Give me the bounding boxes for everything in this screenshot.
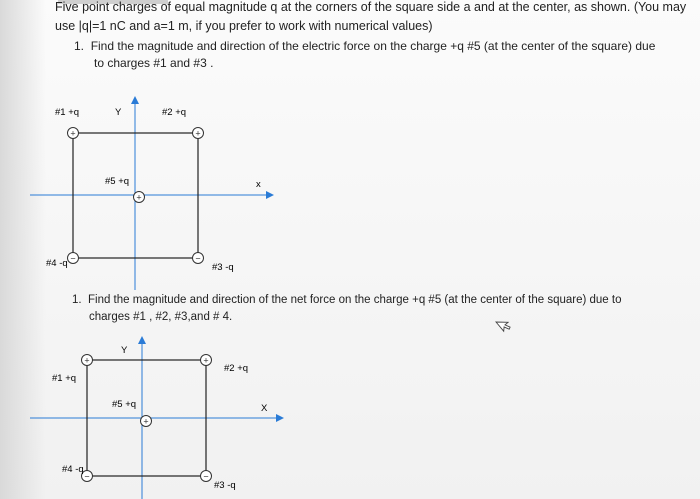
- svg-text:+: +: [136, 192, 142, 203]
- charge-2-plus-2: [201, 355, 212, 366]
- svg-text:−: −: [195, 253, 201, 264]
- x-axis-label-1: x: [256, 179, 261, 190]
- problem-line-1: Five point charges of equal magnitude q at the corners of the square side a and at the center, as shown. (You may: [55, 0, 687, 14]
- charge-1-plus: [68, 128, 79, 139]
- svg-text:+: +: [195, 128, 201, 139]
- question-2-number: 1.: [72, 294, 82, 306]
- svg-text:+: +: [84, 355, 90, 366]
- charge-2-plus: [193, 128, 204, 139]
- label-charge-3-2: #3 -q: [214, 480, 236, 491]
- svg-text:−: −: [70, 253, 76, 264]
- svg-text:−: −: [203, 471, 209, 482]
- y-axis-label-2: Y: [121, 345, 128, 356]
- charge-4-minus: [68, 253, 79, 264]
- label-charge-3: #3 -q: [212, 262, 234, 273]
- question-1-number: 1.: [74, 39, 85, 53]
- svg-text:+: +: [143, 416, 149, 427]
- svg-text:−: −: [84, 471, 90, 482]
- charge-5-plus: [134, 192, 145, 203]
- label-charge-2: #2 +q: [162, 107, 187, 118]
- question-1-line-1: Find the magnitude and direction of the electric force on the charge +q #5 (at the center of the square) due: [90, 39, 656, 53]
- charge-3-minus: [193, 253, 204, 264]
- label-charge-4: #4 -q: [46, 258, 68, 269]
- label-charge-5-2: #5 +q: [112, 399, 137, 410]
- x-axis-label-2: X: [261, 403, 268, 414]
- svg-text:+: +: [70, 128, 76, 139]
- diagram-2: [30, 338, 282, 499]
- label-charge-5: #5 +q: [105, 176, 130, 187]
- label-charge-1-2: #1 +q: [52, 373, 77, 384]
- diagram-1: [30, 98, 272, 290]
- label-charge-4-2: #4 -q: [62, 464, 84, 475]
- y-axis-label-1: Y: [115, 107, 122, 118]
- question-2-line-1: Find the magnitude and direction of the net force on the charge +q #5 (at the center of the square) due to: [87, 294, 622, 306]
- charge-3-minus-2: [201, 471, 212, 482]
- charge-5-plus-2: [141, 416, 152, 427]
- label-charge-1: #1 +q: [55, 107, 80, 118]
- charge-1-plus-2: [82, 355, 93, 366]
- cursor-arrow-icon: [496, 316, 512, 333]
- question-1-line-2: to charges #1 and #3 .: [94, 56, 214, 70]
- question-2-line-2: charges #1 , #2, #3,and # 4.: [89, 311, 233, 323]
- problem-line-2: use |q|=1 nC and a=1 m, if you prefer to work with numerical values): [55, 19, 433, 33]
- svg-text:+: +: [203, 355, 209, 366]
- label-charge-2-2: #2 +q: [224, 363, 249, 374]
